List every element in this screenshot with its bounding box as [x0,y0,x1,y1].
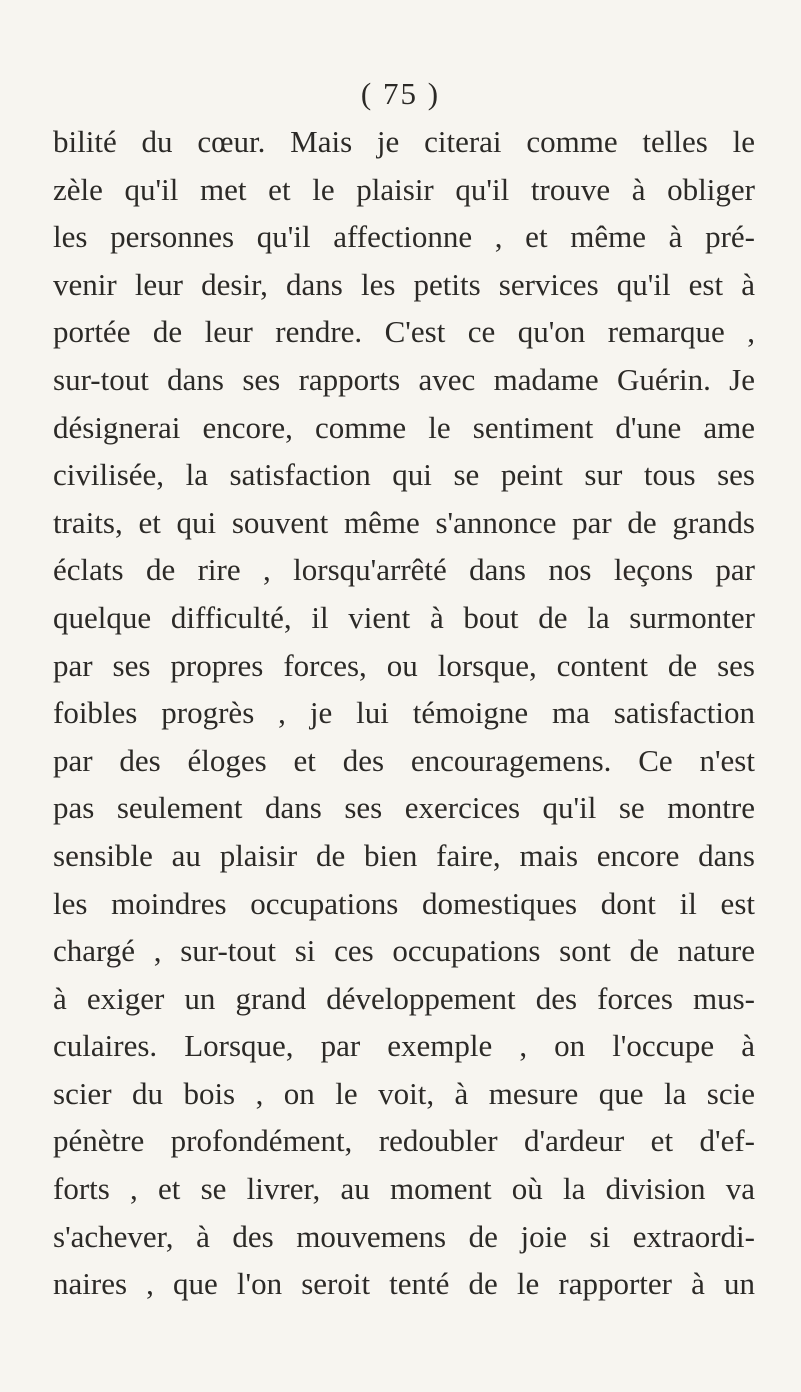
text-line: désignerai encore, comme le sentiment d'une ame [53,409,755,445]
text-line: les moindres occupations domestiques dont il est [53,885,755,921]
text-line: naires , que l'on seroit tenté de le rapporter à un [53,1266,755,1302]
text-line: portée de leur rendre. C'est ce qu'on remarque , [53,314,755,350]
text-line: civilisée, la satisfaction qui se peint sur tous ses [53,457,755,493]
text-line: forts , et se livrer, au moment où la division va [53,1171,755,1207]
text-line: chargé , sur-tout si ces occupations sont de nature [53,933,755,969]
text-line: pas seulement dans ses exercices qu'il se montre [53,790,755,826]
text-line: venir leur desir, dans les petits services qu'il est à [53,266,755,302]
text-line: s'achever, à des mouvemens de joie si extraordi- [53,1218,755,1254]
text-line: foibles progrès , je lui témoigne ma satisfaction [53,695,755,731]
text-line: bilité du cœur. Mais je citerai comme telles le [53,124,755,159]
text-line: traits, et qui souvent même s'annonce par de grands [53,504,755,540]
text-line: par ses propres forces, ou lorsque, content de ses [53,647,755,683]
text-line: pénètre profondément, redoubler d'ardeur et d'ef- [53,1123,755,1159]
text-line: sur-tout dans ses rapports avec madame Guérin. Je [53,361,755,397]
text-line: sensible au plaisir de bien faire, mais encore dans [53,837,755,873]
text-line: les personnes qu'il affectionne , et même à pré- [53,219,755,255]
text-line: par des éloges et des encouragemens. Ce n'est [53,742,755,778]
body-text [53,118,755,1308]
text-line: culaires. Lorsque, par exemple , on l'occupe à [53,1028,755,1064]
text-line: scier du bois , on le voit, à mesure que la scie [53,1075,755,1111]
text-line: à exiger un grand développement des forces mus- [53,980,755,1016]
text-line: quelque difficulté, il vient à bout de la surmonter [53,599,755,635]
page-number: ( 75 ) [360,76,441,111]
text-line: zèle qu'il met et le plaisir qu'il trouve à obliger [53,171,755,207]
text-line: éclats de rire , lorsqu'arrêté dans nos leçons par [53,552,755,588]
